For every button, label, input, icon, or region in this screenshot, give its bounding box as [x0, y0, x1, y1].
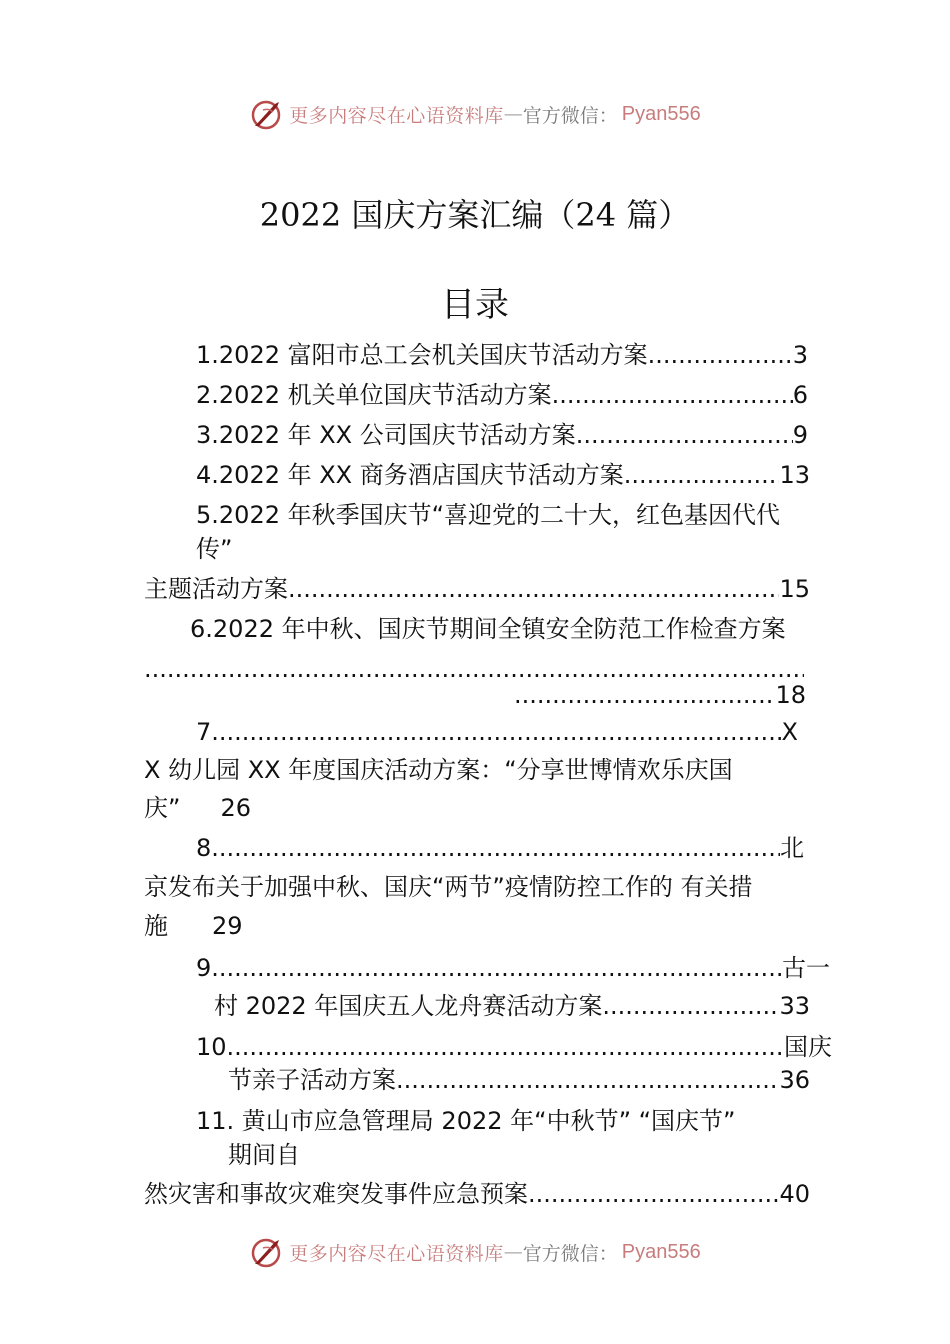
toc-entry-page: 15: [779, 575, 810, 603]
toc-entry-page: 40: [779, 1180, 810, 1208]
quill-logo-icon: [249, 96, 285, 132]
toc-entry-last-line: [144, 1179, 810, 1209]
toc-entry-title-tail: 北: [780, 834, 804, 862]
toc-entry-last-line: [214, 991, 810, 1021]
banner-wechat-label: 官方微信：: [522, 104, 618, 127]
toc-leader-dots: [528, 1179, 779, 1209]
toc-leader-dots: [396, 1065, 779, 1095]
banner-wechat-label: 官方微信：: [522, 1242, 618, 1265]
banner-wechat-id: Pyan556: [621, 102, 701, 125]
banner-text: 更多内容尽在心语资料库: [289, 104, 504, 127]
toc-entry-title-tail: 古一: [782, 954, 830, 982]
toc-entry-3[interactable]: [196, 420, 808, 450]
header-watermark-banner: [0, 94, 950, 134]
toc-entry-first-line: [196, 833, 804, 863]
toc-leader-dots: [514, 680, 775, 710]
toc-leader-dots: [552, 380, 793, 410]
quill-logo-icon: [249, 1234, 285, 1270]
toc-entry-number: 9.: [196, 954, 219, 982]
toc-entry-title-tail: 国庆: [784, 1033, 832, 1061]
toc-leader-dots: [219, 833, 780, 863]
toc-entry-title-tail: X: [781, 718, 798, 746]
toc-leader-dots: [288, 574, 779, 604]
toc-entry-page: 29: [212, 912, 243, 940]
toc-entry-page: 33: [779, 992, 810, 1020]
toc-entry-page: 3: [792, 341, 808, 369]
toc-entry-title-line2: X 幼儿园 XX 年度国庆活动方案：“分享世博情欢乐庆国: [144, 756, 733, 784]
toc-entry-first-line: [196, 717, 798, 747]
toc-entry-title-line3: 然灾害和事故灾难突发事件应急预案: [144, 1180, 528, 1208]
toc-entry-title: 3.2022 年 XX 公司国庆节活动方案: [196, 421, 576, 449]
toc-entry-number: 7.: [196, 718, 219, 746]
toc-leader-dots: [234, 1032, 784, 1062]
banner-separator: —: [503, 103, 523, 125]
toc-entry-4[interactable]: [196, 460, 810, 490]
toc-entry-page: 36: [779, 1066, 810, 1094]
toc-entry-title-line1: 11. 黄山市应急管理局 2022 年“中秋节” “国庆节”: [196, 1107, 736, 1135]
toc-leader-dots: [624, 460, 780, 490]
toc-entry-title-line1: 6.2022 年中秋、国庆节期间全镇安全防范工作检查方案: [190, 615, 786, 643]
toc-entry-last-line: [144, 574, 810, 604]
toc-heading: 目录: [441, 285, 509, 325]
toc-leader-dots: [602, 991, 779, 1021]
toc-entry-first-line: [196, 1032, 832, 1062]
toc-entry-title-line2: 村 2022 年国庆五人龙舟赛活动方案: [214, 992, 603, 1020]
banner-wechat-id: Pyan556: [621, 1240, 701, 1263]
toc-entry-title: 4.2022 年 XX 商务酒店国庆节活动方案: [196, 461, 624, 489]
toc-entry-title-line2: 节亲子活动方案: [228, 1066, 396, 1094]
toc-entry-last-line: [144, 793, 251, 823]
toc-entry-title-line2: 京发布关于加强中秋、国庆“两节”疫情防控工作的 有关措: [144, 873, 753, 901]
document-title: 2022 国庆方案汇编（24 篇）: [259, 196, 691, 234]
toc-leader-dots: [576, 420, 793, 450]
toc-entry-page: 18: [775, 681, 806, 709]
toc-entry-title-line2: 期间自: [228, 1141, 300, 1169]
toc-entry-last-line: [228, 1065, 810, 1095]
toc-entry-page: 6: [792, 381, 808, 409]
toc-entry-title-line3: 庆”: [144, 794, 181, 822]
toc-leader-dots: [648, 340, 793, 370]
toc-entry-last-line: [514, 680, 806, 710]
toc-entry-title-line2: 传”: [196, 535, 233, 563]
toc-entry-number: 8.: [196, 834, 219, 862]
toc-entry-title: 2.2022 机关单位国庆节活动方案: [196, 381, 552, 409]
toc-leader-dots: [219, 953, 782, 983]
toc-entry-1[interactable]: [196, 340, 808, 370]
toc-entry-page: 26: [220, 794, 251, 822]
toc-entry-title: 1.2022 富阳市总工会机关国庆节活动方案: [196, 341, 648, 369]
toc-entry-first-line: [196, 953, 830, 983]
footer-watermark-banner: [0, 1232, 950, 1272]
toc-entry-page: 9: [792, 421, 808, 449]
toc-entry-last-line: [144, 911, 243, 941]
toc-entry-2[interactable]: [196, 380, 808, 410]
toc-leader-dots: [219, 717, 782, 747]
toc-entry-number: 10.: [196, 1033, 235, 1061]
toc-entry-title-line3: 主题活动方案: [144, 575, 288, 603]
toc-entry-page: 13: [779, 461, 810, 489]
banner-text: 更多内容尽在心语资料库: [289, 1242, 504, 1265]
toc-entry-title-line3: 施: [144, 912, 168, 940]
banner-separator: —: [503, 1241, 523, 1263]
toc-entry-title-line1: 5.2022 年秋季国庆节“喜迎党的二十大，红色基因代代: [196, 501, 781, 529]
